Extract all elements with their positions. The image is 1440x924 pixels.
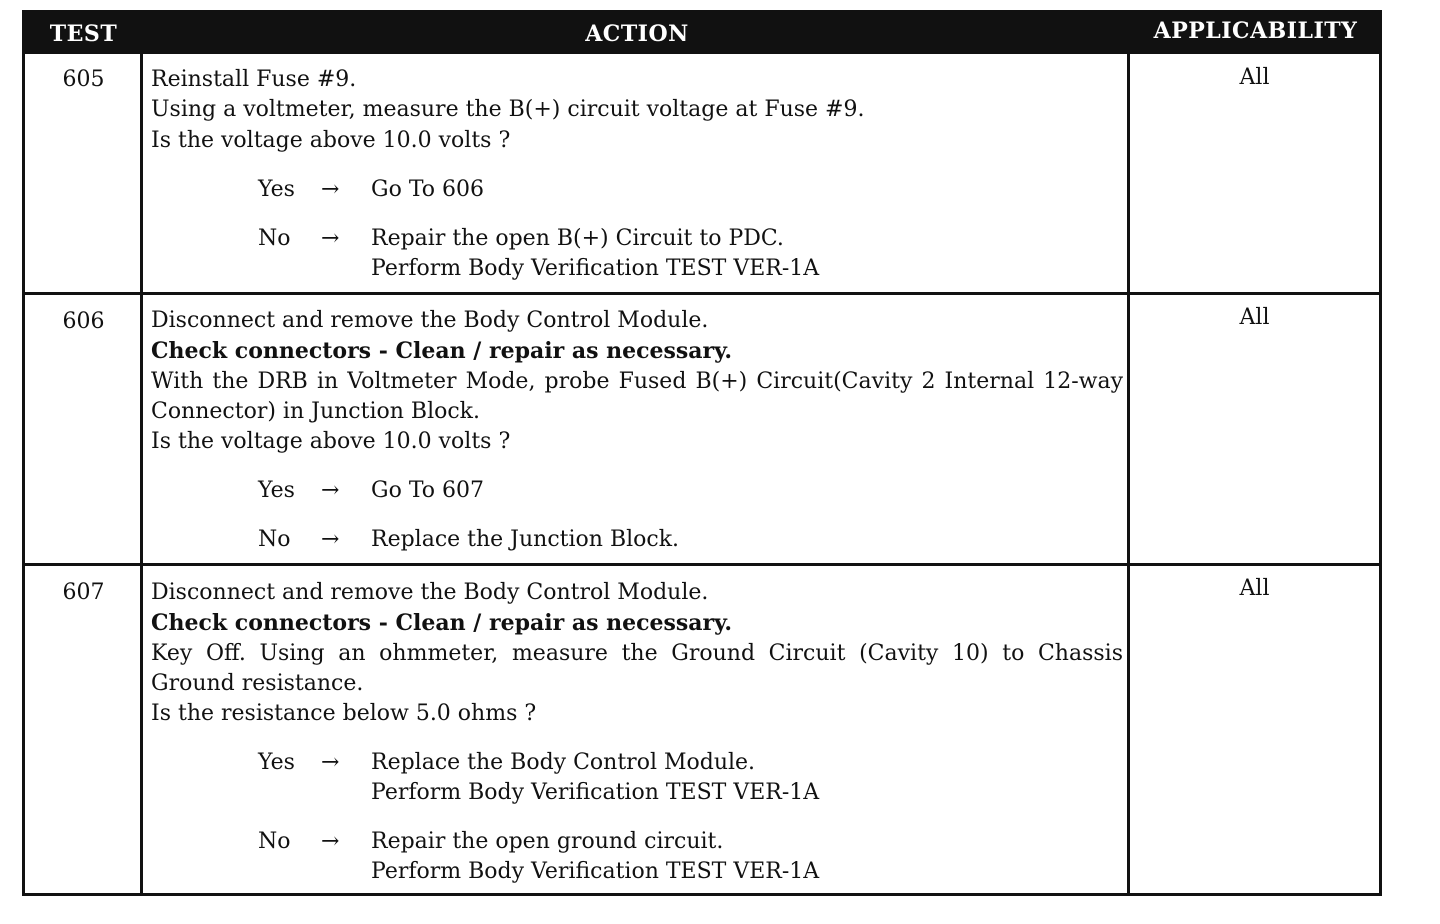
arrow-icon: → bbox=[321, 478, 340, 504]
action-line: Ground resistance. bbox=[151, 670, 364, 696]
table-row bbox=[25, 295, 1379, 563]
diagnostic-table bbox=[22, 10, 1382, 896]
no-result: Perform Body Verification TEST VER-1A bbox=[371, 255, 820, 281]
no-result: Perform Body Verification TEST VER-1A bbox=[371, 859, 820, 885]
action-text bbox=[151, 306, 1123, 555]
action-line: With the DRB in Voltmeter Mode, probe Fused B(+) Circuit(Cavity 2 Internal 12-way bbox=[151, 368, 1123, 394]
no-label: No bbox=[258, 829, 291, 855]
applicability-value: All bbox=[1239, 305, 1270, 330]
yes-result: Replace the Body Control Module. bbox=[371, 750, 756, 776]
no-result: Repair the open ground circuit. bbox=[371, 829, 724, 855]
action-line: Disconnect and remove the Body Control Module. bbox=[151, 580, 709, 605]
no-response bbox=[151, 525, 1123, 555]
yes-result: Go To 607 bbox=[371, 478, 485, 504]
yes-label: Yes bbox=[258, 750, 295, 776]
test-number: 605 bbox=[62, 67, 105, 92]
no-response bbox=[151, 224, 1123, 254]
action-line: Key Off. Using an ohmmeter, measure the Ground Circuit (Cavity 10) to Chassis bbox=[151, 640, 1123, 666]
yes-response bbox=[151, 748, 1123, 778]
action-line: Is the voltage above 10.0 volts ? bbox=[151, 127, 511, 153]
test-number: 606 bbox=[62, 309, 105, 334]
yes-response-cont bbox=[151, 778, 1123, 808]
header-test: TEST bbox=[49, 21, 118, 47]
arrow-icon: → bbox=[321, 176, 340, 202]
action-line: Is the resistance below 5.0 ohms ? bbox=[151, 701, 537, 727]
no-response-cont bbox=[151, 254, 1123, 284]
no-response-cont bbox=[151, 857, 1123, 887]
action-line: Disconnect and remove the Body Control Module. bbox=[151, 308, 709, 333]
action-line-bold: Check connectors - Clean / repair as necessary. bbox=[151, 610, 733, 637]
action-line: Is the voltage above 10.0 volts ? bbox=[151, 429, 511, 455]
action-line: Connector) in Junction Block. bbox=[151, 398, 480, 424]
action-text bbox=[151, 578, 1123, 887]
table-row bbox=[25, 54, 1379, 292]
yes-label: Yes bbox=[258, 176, 295, 202]
yes-label: Yes bbox=[258, 478, 295, 504]
arrow-icon: → bbox=[321, 750, 340, 776]
header-action: ACTION bbox=[585, 21, 689, 47]
applicability-value: All bbox=[1239, 576, 1270, 601]
no-response bbox=[151, 827, 1123, 857]
no-result: Replace the Junction Block. bbox=[371, 527, 680, 553]
yes-result: Perform Body Verification TEST VER-1A bbox=[371, 780, 820, 806]
no-label: No bbox=[258, 527, 291, 553]
header-applicability: APPLICABILITY bbox=[1153, 18, 1358, 44]
action-line: Using a voltmeter, measure the B(+) circuit voltage at Fuse #9. bbox=[151, 97, 865, 123]
applicability-value: All bbox=[1239, 65, 1270, 90]
no-label: No bbox=[258, 225, 291, 251]
arrow-icon: → bbox=[321, 829, 340, 855]
action-text bbox=[151, 65, 1123, 284]
action-line-bold: Check connectors - Clean / repair as necessary. bbox=[151, 338, 733, 365]
table-row bbox=[25, 566, 1379, 893]
test-number: 607 bbox=[62, 580, 105, 605]
yes-result: Go To 606 bbox=[371, 176, 485, 202]
yes-response bbox=[151, 476, 1123, 506]
arrow-icon: → bbox=[321, 527, 340, 553]
action-line: Reinstall Fuse #9. bbox=[151, 67, 357, 92]
no-result: Repair the open B(+) Circuit to PDC. bbox=[371, 225, 784, 251]
arrow-icon: → bbox=[321, 225, 340, 251]
yes-response bbox=[151, 175, 1123, 205]
table-header bbox=[25, 13, 1379, 54]
